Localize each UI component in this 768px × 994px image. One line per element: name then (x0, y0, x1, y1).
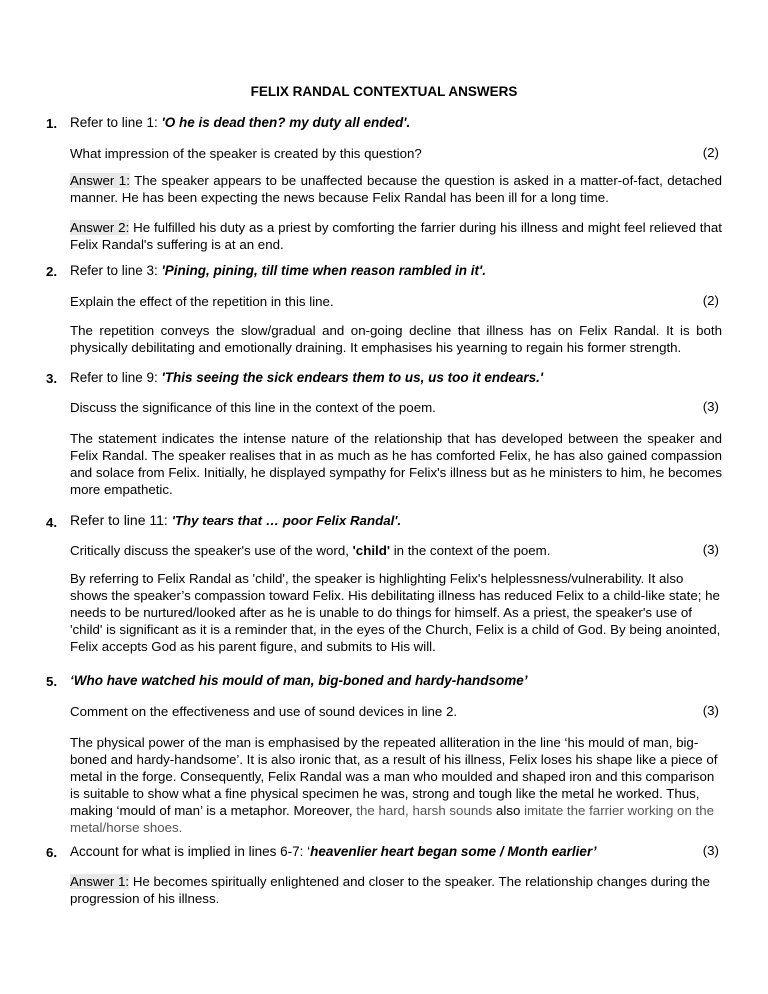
question-prompt: Refer to line 1: 'O he is dead then? my duty all ended'. (70, 115, 411, 130)
quote: 'This seeing the sick endears them to us, us too it endears.' (161, 370, 544, 385)
marks: (2) (702, 293, 719, 308)
quote: 'Pining, pining, till time when reason rambled in it'. (161, 263, 486, 278)
answer-label: Answer 2: (70, 220, 130, 235)
answer: By referring to Felix Randal as 'child', the speaker is highlighting Felix's helplessness/vulnerability. It also shows the speaker’s compassion toward Felix. His debilitating illness has reduced Felix to a child-like state; he needs to be nurtured/looked after as he is unable to do things for himself. As a priest, the speaker's use of 'child' is significant as it is a reminder that, in the eyes of the Church, Felix is a child of God. By being anointed, Felix accepts God as his parent figure, and submits to His will. (70, 571, 721, 654)
question-number: 4. (46, 515, 58, 530)
answer-label: Answer 1: (70, 874, 130, 889)
sub-question: Discuss the significance of this line in the context of the poem. (70, 400, 436, 415)
question-prompt: Account for what is implied in lines 6-7: ‘heavenlier heart began some / Month earlier’ (70, 844, 597, 859)
marks: (3) (702, 843, 719, 858)
marks: (3) (702, 542, 719, 557)
document-title: FELIX RANDAL CONTEXTUAL ANSWERS (250, 84, 518, 99)
marks: (3) (702, 703, 719, 718)
question-prompt: Refer to line 9: 'This seeing the sick endears them to us, us too it endears.' (70, 370, 544, 385)
answer: The statement indicates the intense nature of the relationship that has developed between the speaker and Felix Randal. The speaker realises that in as much as he has comforted Felix, he has also gained compassion and solace from Felix. Initially, he displayed sympathy for Felix's illness but as he ministers to him, he becomes more empathetic. (70, 431, 722, 497)
quote: heavenlier heart began some / Month earlier’ (310, 844, 597, 859)
question-prompt: ‘Who have watched his mould of man, big-boned and hardy-handsome’ (70, 673, 528, 688)
sub-question: Explain the effect of the repetition in this line. (70, 294, 334, 309)
quote: 'Thy tears that … poor Felix Randal'. (171, 513, 402, 528)
question-number: 1. (46, 116, 58, 131)
question-prompt: Refer to line 3: 'Pining, pining, till time when reason rambled in it'. (70, 263, 486, 278)
answer-2: Answer 2: He fulfilled his duty as a priest by comforting the farrier during his illness and might feel relieved that Felix Randal's suffering is at an end. (70, 220, 722, 252)
marks: (3) (702, 399, 719, 414)
sub-question: Critically discuss the speaker's use of the word, 'child' in the context of the poem. (70, 543, 551, 558)
sub-question: What impression of the speaker is created by this question? (70, 146, 422, 161)
question-number: 6. (46, 845, 58, 860)
answer-label: Answer 1: (70, 173, 130, 188)
question-prompt: Refer to line 11: 'Thy tears that … poor Felix Randal'. (70, 512, 402, 528)
question-number: 5. (46, 674, 58, 689)
question-number: 3. (46, 371, 58, 386)
question-number: 2. (46, 264, 58, 279)
marks: (2) (702, 145, 719, 160)
answer-1: Answer 1: He becomes spiritually enlightened and closer to the speaker. The relationship changes during the progression of his illness. (70, 874, 710, 906)
answer: The physical power of the man is emphasised by the repeated alliteration in the line ‘his mould of man, big-boned and hardy-handsome’. It is also ironic that, as a result of his illness, Felix loses his shape like a piece of metal in the forge. Consequently, Felix Randal was a man who moulded and shaped iron and this comparison is suitable to show what a fine physical specimen he was, strong and tough like the metal he worked. Thus, making ‘mould of man’ is a metaphor. Moreover, the hard, harsh sounds also imitate the farrier working on the metal/horse shoes. (70, 735, 718, 835)
answer-1: Answer 1: The speaker appears to be unaffected because the question is asked in a matter-of-fact, detached manner. He has been expecting the news because Felix Randal has been ill for a long time. (70, 173, 723, 205)
quote: 'O he is dead then? my duty all ended'. (161, 115, 411, 130)
answer: The repetition conveys the slow/gradual and on-going decline that illness has on Felix Randal. It is both physically debilitating and emotionally draining. It emphasises his yearning to regain his former strength. (70, 323, 722, 355)
sub-question: Comment on the effectiveness and use of sound devices in line 2. (70, 704, 458, 719)
